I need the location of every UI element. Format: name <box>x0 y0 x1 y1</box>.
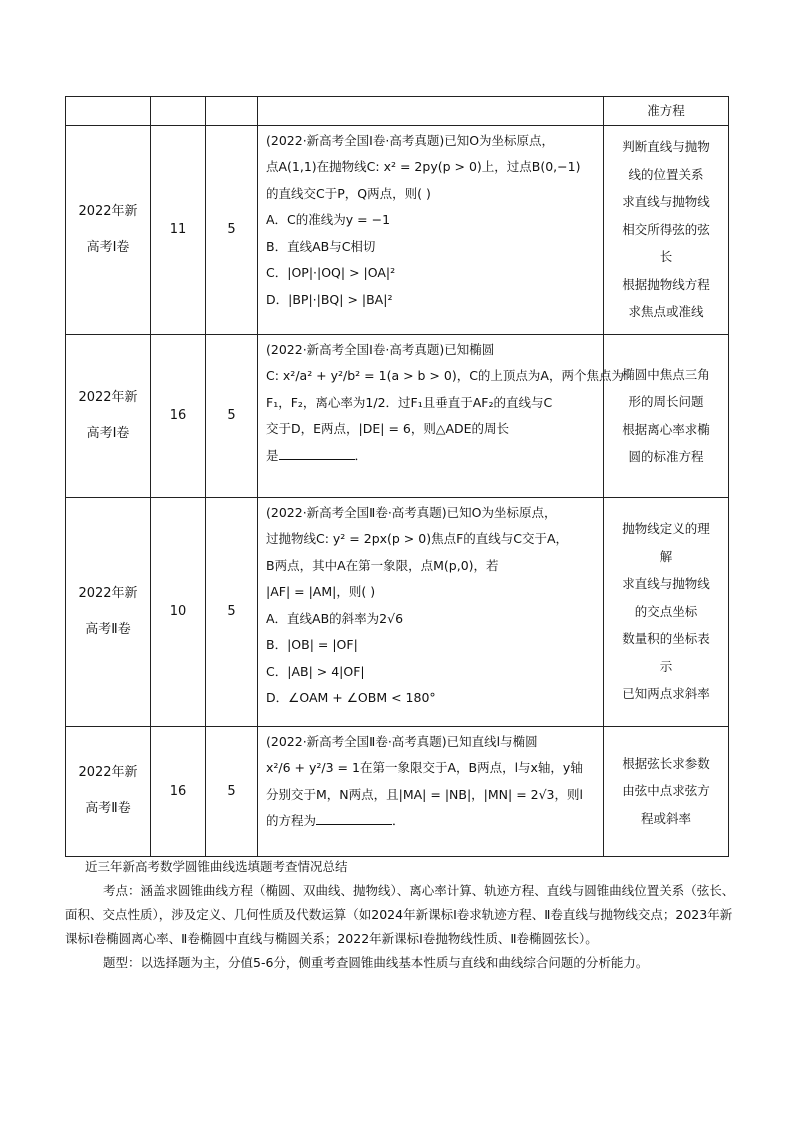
exam-source <box>66 334 151 497</box>
knowledge-point: 求焦点或准线 <box>628 304 704 320</box>
knowledge-point: 形的周长问题 <box>628 394 704 409</box>
question-line: 交于D，E两点，|DE| = 6，则△ADE的周长 <box>266 421 510 436</box>
question-number <box>151 97 206 126</box>
knowledge-point: 椭圆中焦点三角 <box>622 366 710 382</box>
knowledge-point: 相交所得弦的弦 <box>622 221 710 237</box>
knowledge-point: 准方程 <box>647 103 685 118</box>
summary-title: 近三年新高考数学圆锥曲线选填题考查情况总结 <box>85 859 348 874</box>
question-text <box>258 334 624 497</box>
knowledge-points <box>604 125 729 334</box>
question-line: |AF| = |AM|，则( ) <box>266 584 376 599</box>
knowledge-point: 解 <box>659 548 673 564</box>
table-row <box>66 497 729 726</box>
question-line: 的直线交C于P，Q两点，则( ) <box>266 185 431 201</box>
question-line: B．直线AB与C相切 <box>266 238 376 254</box>
question-line: F₁，F₂，离心率为1/2．过F₁且垂直于AF₂的直线与C <box>266 394 553 410</box>
knowledge-point: 示 <box>659 658 673 674</box>
knowledge-point: 求直线与抛物线 <box>622 194 710 210</box>
question-line: 的方程为 ． <box>266 808 597 835</box>
question-line: 过抛物线C: y² = 2px(p > 0)焦点F的直线与C交于A， <box>266 531 569 546</box>
knowledge-point: 根据离心率求椭 <box>622 421 710 437</box>
knowledge-points <box>604 97 729 126</box>
question-line: (2022·新高考全国Ⅰ卷·高考真题)已知O为坐标原点， <box>266 132 555 148</box>
summary-tixing: 题型：以选择题为主，分值5-6分，侧重考查圆锥曲线基本性质与直线和曲线综合问题的分析能力。 <box>103 955 649 970</box>
question-line: (2022·新高考全国Ⅱ卷·高考真题)已知O为坐标原点， <box>266 504 557 520</box>
question-text <box>258 497 604 726</box>
question-line: 点A(1,1)在抛物线C: x² = 2py(p > 0)上，过点B(0,−1) <box>266 159 581 174</box>
exam-source <box>66 125 151 334</box>
question-line: C．|OP|·|OQ| > |OA|² <box>266 265 396 280</box>
exam-source-line: 2022年新 <box>78 203 138 219</box>
knowledge-point: 的交点坐标 <box>634 603 698 619</box>
exam-source <box>66 726 151 856</box>
knowledge-point: 求直线与抛物线 <box>622 576 710 592</box>
knowledge-points <box>604 334 729 497</box>
question-line: (2022·新高考全国Ⅱ卷·高考真题)已知直线l与椭圆 <box>266 733 538 749</box>
knowledge-point: 根据弦长求参数 <box>622 755 710 771</box>
exam-source-line: 2022年新 <box>78 389 138 405</box>
knowledge-point: 由弦中点求弦方 <box>622 783 710 799</box>
knowledge-point: 根据抛物线方程 <box>622 276 710 292</box>
question-line: B．|OB| = |OF| <box>266 637 358 652</box>
question-line: C．|AB| > 4|OF| <box>266 663 365 679</box>
question-number: 16 <box>151 726 206 856</box>
answer-blank[interactable] <box>316 810 392 825</box>
exam-source-line: 高考Ⅱ卷 <box>85 801 131 816</box>
question-line: D．∠OAM + ∠OBM < 180° <box>266 690 436 705</box>
question-line: 分别交于M，N两点，且|MA| = |NB|，|MN| = 2√3，则l <box>266 786 583 802</box>
question-line: B两点，其中A在第一象限，点M(p,0)，若 <box>266 557 499 573</box>
table-row <box>66 97 729 126</box>
exam-source-line: 高考Ⅱ卷 <box>85 621 131 637</box>
question-score: 5 <box>206 497 258 726</box>
question-text <box>258 726 604 856</box>
knowledge-point: 已知两点求斜率 <box>622 686 710 702</box>
question-number: 11 <box>151 125 206 334</box>
table-row <box>66 726 729 856</box>
exam-source-line: 2022年新 <box>78 585 138 601</box>
exam-source <box>66 497 151 726</box>
exam-question-table <box>65 96 729 857</box>
question-line: 是 ． <box>266 443 597 470</box>
knowledge-point: 长 <box>659 249 673 265</box>
knowledge-point: 程或斜率 <box>640 810 691 826</box>
question-score: 5 <box>206 125 258 334</box>
question-line: x²/6 + y²/3 = 1在第一象限交于A，B两点，l与x轴，y轴 <box>266 760 583 775</box>
question-number: 10 <box>151 497 206 726</box>
knowledge-point: 数量积的坐标表 <box>622 631 710 647</box>
exam-source-line: 高考Ⅰ卷 <box>86 425 130 441</box>
summary-section <box>65 855 735 975</box>
knowledge-point: 判断直线与抛物 <box>622 139 710 155</box>
answer-blank[interactable] <box>279 445 355 460</box>
question-score <box>206 97 258 126</box>
exam-source <box>66 97 151 126</box>
question-score: 5 <box>206 726 258 856</box>
summary-kaodian: 考点：涵盖求圆锥曲线方程（椭圆、双曲线、抛物线）、离心率计算、轨迹方程、直线与圆锥曲线位置关系（弦长、面积、交点性质），涉及定义、几何性质及代数运算（如2024年新课标Ⅰ卷求轨迹方程、Ⅱ卷直线与抛物线交点；2023年新课标Ⅰ卷椭圆离心率、Ⅱ卷椭圆中直线与椭圆关系；2022年新课标Ⅰ卷抛物线性质、Ⅱ卷椭圆弦长）。 <box>65 883 735 946</box>
knowledge-points <box>604 497 729 726</box>
question-line: D．|BP|·|BQ| > |BA|² <box>266 291 393 307</box>
knowledge-point: 线的位置关系 <box>628 166 704 182</box>
exam-source-line: 2022年新 <box>78 765 138 780</box>
question-line: (2022·新高考全国Ⅰ卷·高考真题)已知椭圆 <box>266 341 495 357</box>
question-line: A．C的准线为y = −1 <box>266 212 391 227</box>
question-line: C: x²/a² + y²/b² = 1(a > b > 0)，C的上顶点为A，两个焦点为 <box>266 368 624 383</box>
question-line: A．直线AB的斜率为2√6 <box>266 610 404 626</box>
question-score: 5 <box>206 334 258 497</box>
question-text <box>258 125 604 334</box>
question-text <box>258 97 604 126</box>
exam-source-line: 高考Ⅰ卷 <box>86 239 130 255</box>
table-row <box>66 125 729 334</box>
knowledge-points <box>604 726 729 856</box>
question-number: 16 <box>151 334 206 497</box>
knowledge-point: 圆的标准方程 <box>628 449 704 464</box>
table-row <box>66 334 729 497</box>
knowledge-point: 抛物线定义的理 <box>622 521 710 537</box>
